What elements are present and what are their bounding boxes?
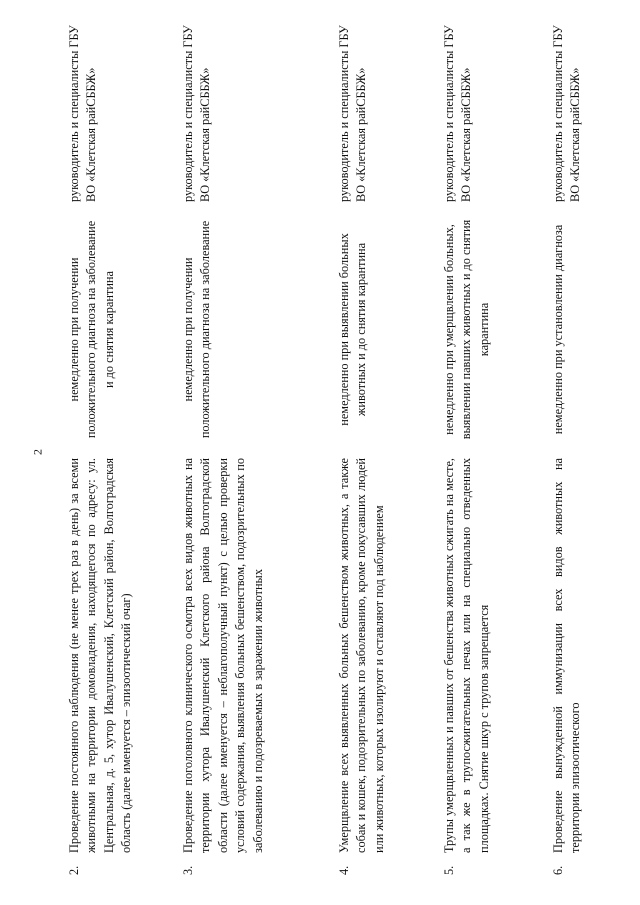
responsible-cell: руководитель и специалисты ГБУ ВО «Клетская райСББЖ» [67,25,99,202]
term-cell: немедленно при установлении диагноза [551,224,565,435]
page-number: 2 [30,449,45,455]
row-number: 4. [337,865,351,875]
term-cell: немедленно при выявлении больных животных и до снятия карантина [337,233,369,426]
responsible-cell: руководитель и специалисты ГБУ ВО «Клетская райСББЖ» [551,25,583,202]
row-number: 2. [67,865,81,875]
action-cell: Проведение поголовного клинического осмотра всех видов животных на территории хутора Ивалушенский Клетского района Волгоградской области (далее именуется – неблагополучный пункт) с целью проверки условий содержания, выявления больных бешенством, подозрительных по заболеванию и подозреваемых в заражении животных [181,458,265,853]
row-number: 5. [442,865,456,875]
term-cell: немедленно при получении положительного диагноза на заболевание и до снятия карантина [67,220,116,439]
row-number: 6. [551,865,565,875]
responsible-cell: руководитель и специалисты ГБУ ВО «Клетская райСББЖ» [337,25,369,202]
measures-table [54,0,640,905]
term-cell: немедленно при умерщвлении больных, выявлении павших животных и до снятия карантина [442,219,491,440]
row-number: 3. [181,865,195,875]
responsible-cell: руководитель и специалисты ГБУ ВО «Клетская райСББЖ» [442,25,474,202]
term-cell: немедленно при получении положительного диагноза на заболевание [181,220,213,439]
action-cell: Проведение вынужденной иммунизации всех видов животных на территории эпизоотического [551,458,583,853]
action-cell: Умерщвление всех выявленных больных бешенством животных, а также собак и кошек, подозрительных по заболеванию, кроме покусавших людей или животных, которых изолируют и оставляют под наблюдением [337,458,386,853]
action-cell: Проведение постоянного наблюдения (не менее трех раз в день) за всеми животными на территории домовладения, находящегося по адресу: ул. Центральная, д. 5, хутор Ивалушенский, Клетский район, Волгоградская область (далее именуется – эпизоотический очаг) [67,458,134,853]
responsible-cell: руководитель и специалисты ГБУ ВО «Клетская райСББЖ» [181,25,213,202]
action-cell: Трупы умерщвленных и павших от бешенства животных сжигать на месте, а так же в трупосжигательных печах или на специально отведенных площадках. Снятие шкур с трупов запрещается [442,458,491,853]
